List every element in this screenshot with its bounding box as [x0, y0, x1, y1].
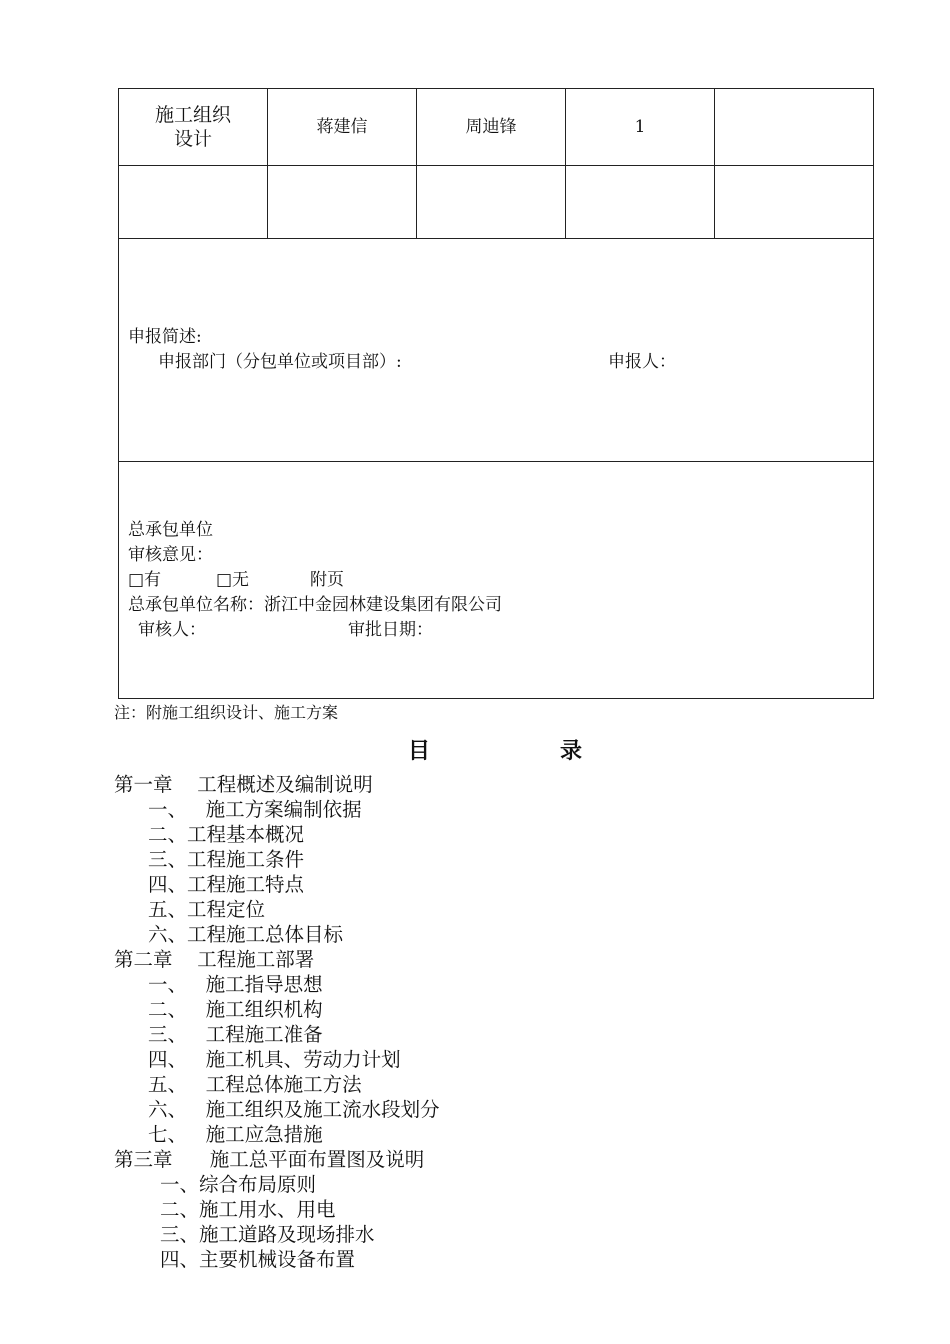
table-row — [119, 166, 874, 239]
toc-section: 四、 施工机具、劳动力计划 — [148, 1048, 401, 1071]
toc-chapter: 第二章 工程施工部署 — [114, 948, 315, 971]
toc-chapter: 第一章 工程概述及编制说明 — [114, 773, 373, 796]
toc-section: 二、工程基本概况 — [148, 823, 305, 846]
toc-section: 六、工程施工总体目标 — [148, 923, 344, 946]
option-yes: □有 — [128, 570, 162, 590]
review-cell — [119, 462, 874, 699]
declaration-cell — [119, 239, 874, 462]
empty-cell — [566, 166, 715, 239]
toc-title-left: 目 — [408, 738, 431, 764]
count-cell: 1 — [566, 89, 715, 166]
toc-section: 一、综合布局原则 — [160, 1173, 317, 1196]
approval-date-label: 审批日期： — [348, 620, 433, 640]
declaration-title: 申报简述: — [128, 327, 202, 347]
empty-cell — [417, 166, 566, 239]
empty-cell — [715, 166, 874, 239]
toc-section: 四、工程施工特点 — [148, 873, 305, 896]
remark-cell — [715, 89, 874, 166]
toc-section: 二、施工用水、用电 — [160, 1198, 336, 1221]
toc-title — [0, 734, 950, 764]
declaration-row — [119, 239, 874, 462]
toc-section: 五、工程定位 — [148, 898, 266, 921]
toc-section: 三、 工程施工准备 — [148, 1023, 323, 1046]
empty-cell — [268, 166, 417, 239]
attachment-label: 附页 — [310, 570, 344, 590]
declarant-label: 申报人： — [608, 352, 676, 372]
contractor-unit-label: 总承包单位 — [128, 520, 213, 540]
toc-section: 三、工程施工条件 — [148, 848, 305, 871]
toc-section: 二、 施工组织机构 — [148, 998, 323, 1021]
reviewer-label: 审核人： — [138, 620, 206, 640]
option-no: □无 — [216, 570, 250, 590]
toc-section: 六、 施工组织及施工流水段划分 — [148, 1098, 440, 1121]
toc-section: 七、 施工应急措施 — [148, 1123, 323, 1146]
toc-section: 五、 工程总体施工方法 — [148, 1073, 362, 1096]
toc-section: 四、主要机械设备布置 — [160, 1248, 356, 1271]
contractor-name: 总承包单位名称：浙江中金园林建设集团有限公司 — [128, 595, 502, 615]
toc-section: 一、 施工方案编制依据 — [148, 798, 362, 821]
declaration-table — [118, 88, 874, 699]
attachment-note: 注：附施工组织设计、施工方案 — [114, 703, 339, 722]
toc-title-right: 录 — [560, 738, 583, 764]
review-row — [119, 462, 874, 699]
toc-section: 一、 施工指导思想 — [148, 973, 323, 996]
toc-section: 三、施工道路及现场排水 — [160, 1223, 375, 1246]
doc-type-cell: 施工组织 设计 — [119, 89, 268, 166]
table-row — [119, 89, 874, 166]
empty-cell — [119, 166, 268, 239]
reviewer-cell: 周迪锋 — [417, 89, 566, 166]
review-opinion-label: 审核意见： — [128, 545, 213, 565]
declaration-dept-label: 申报部门（分包单位或项目部）: — [158, 352, 402, 372]
author-cell: 蒋建信 — [268, 89, 417, 166]
toc-chapter: 第三章 施工总平面布置图及说明 — [114, 1148, 425, 1171]
